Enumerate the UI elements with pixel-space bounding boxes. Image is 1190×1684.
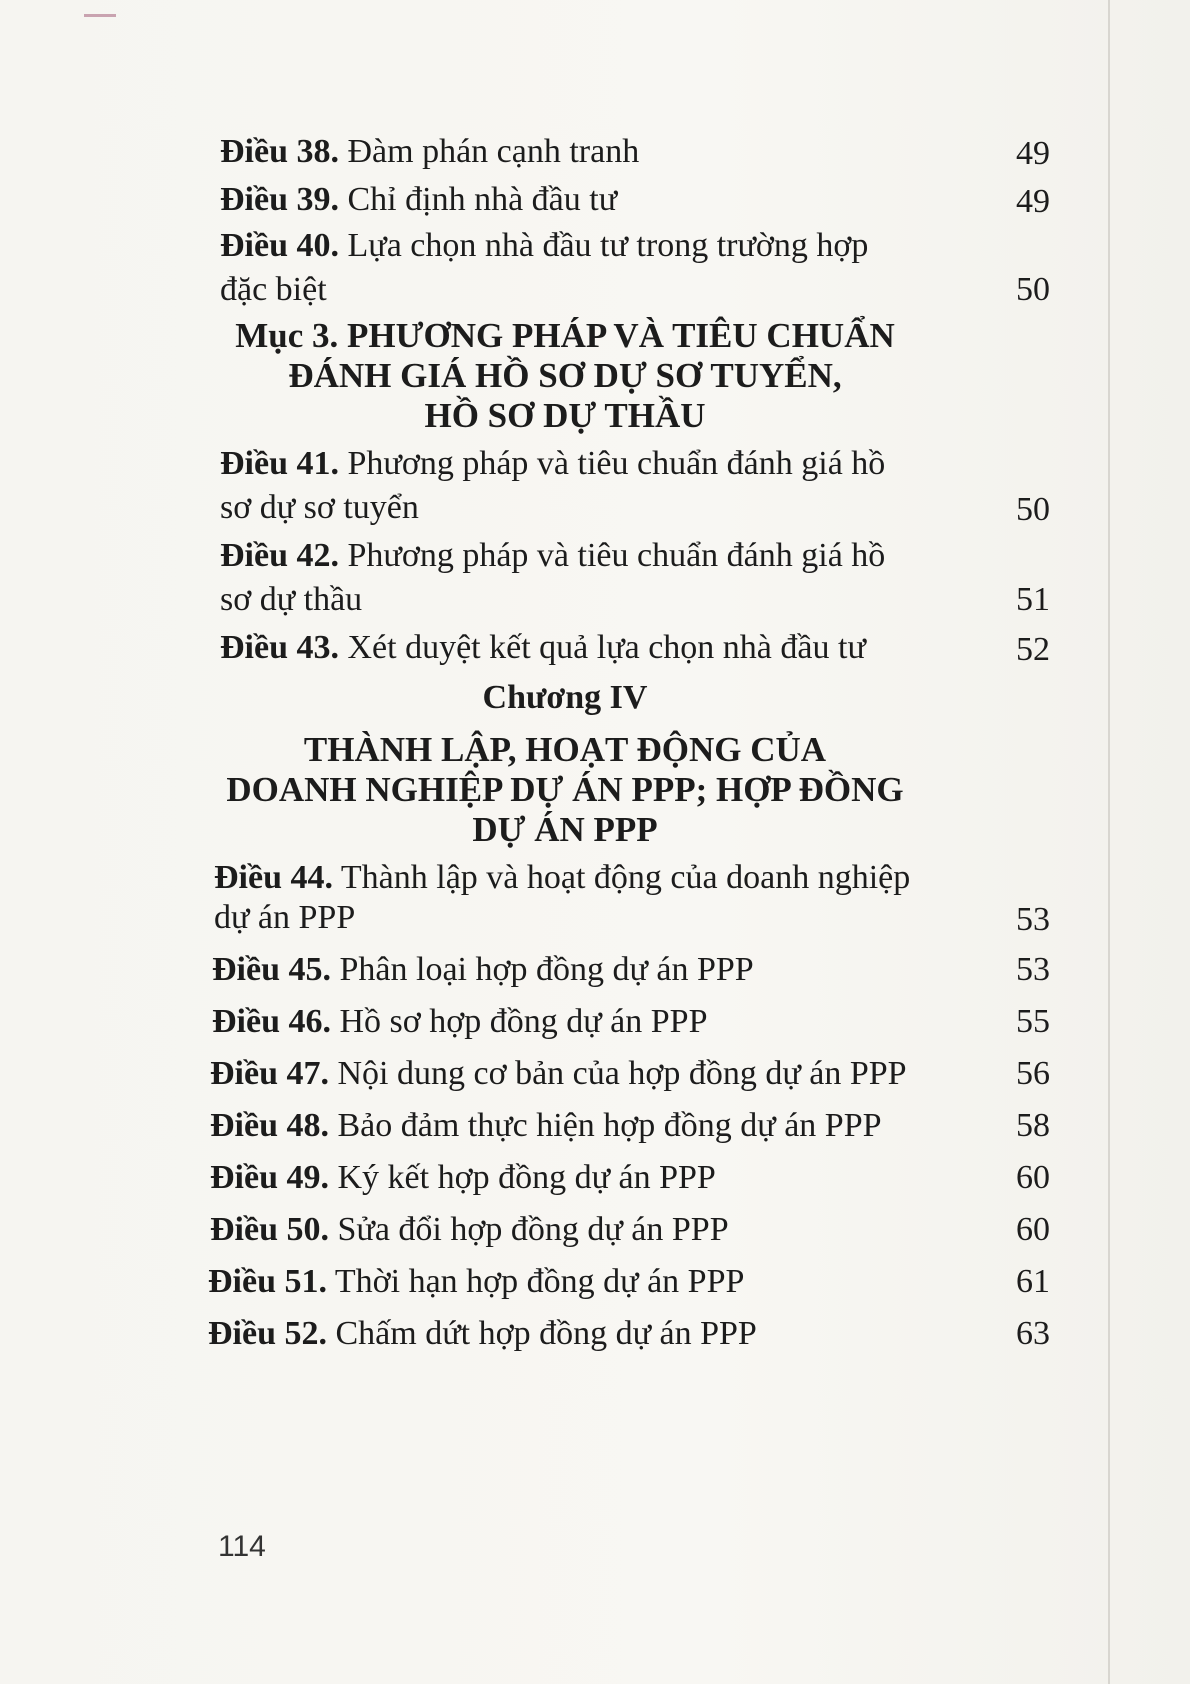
chapter-title-line: THÀNH LẬP, HOẠT ĐỘNG CỦA (303, 730, 827, 769)
toc-entry-42 (220, 532, 885, 580)
toc-entry-label: Điều 40. (220, 227, 339, 264)
toc-page-number: 63 (1016, 1315, 1050, 1352)
toc-entry-title: Đàm phán cạnh tranh (347, 133, 640, 170)
toc-entry-label: Điều 50. (210, 1211, 329, 1248)
toc-entry-label: Điều 44. (214, 859, 333, 896)
chapter-title-line: DOANH NGHIỆP DỰ ÁN PPP; HỢP ĐỒNG (226, 770, 904, 809)
section-heading-line: Mục 3. PHƯƠNG PHÁP VÀ TIÊU CHUẨN (235, 316, 895, 355)
toc-page-number: 52 (1016, 631, 1050, 668)
toc-entry-continuation: dự án PPP (214, 899, 356, 936)
toc-page-number: 61 (1016, 1263, 1050, 1300)
toc-entry-49 (210, 1154, 716, 1202)
toc-page-number: 58 (1016, 1107, 1050, 1144)
toc-entry-title: Sửa đổi hợp đồng dự án PPP (337, 1211, 729, 1248)
chapter-title-line: DỰ ÁN PPP (472, 810, 658, 849)
toc-entry-label: Điều 41. (220, 445, 339, 482)
toc-entry-title: Nội dung cơ bản của hợp đồng dự án PPP (337, 1055, 907, 1092)
toc-page-number: 56 (1016, 1055, 1050, 1092)
toc-entry-45 (212, 946, 754, 994)
toc-entry-label: Điều 52. (208, 1315, 327, 1352)
toc-page-number: 50 (1016, 271, 1050, 308)
toc-entry-label: Điều 45. (212, 951, 331, 988)
toc-page-number: 60 (1016, 1211, 1050, 1248)
section-heading-line: ĐÁNH GIÁ HỒ SƠ DỰ SƠ TUYỂN, (288, 356, 842, 395)
toc-entry-38 (220, 128, 639, 176)
toc-entry-43 (220, 624, 866, 672)
toc-entry-52 (208, 1310, 757, 1358)
toc-entry-continuation: đặc biệt (220, 271, 327, 308)
toc-entry-label: Điều 43. (220, 629, 339, 666)
toc-page-number: 60 (1016, 1159, 1050, 1196)
toc-entry-47 (210, 1050, 907, 1098)
toc-page-number: 49 (1016, 135, 1050, 172)
toc-entry-label: Điều 48. (210, 1107, 329, 1144)
toc-entry-48 (210, 1102, 882, 1150)
toc-entry-title: Bảo đảm thực hiện hợp đồng dự án PPP (337, 1107, 882, 1144)
toc-entry-label: Điều 42. (220, 537, 339, 574)
toc-entry-title: Chấm dứt hợp đồng dự án PPP (335, 1315, 757, 1352)
toc-page-number: 53 (1016, 901, 1050, 938)
toc-entry-title: Thời hạn hợp đồng dự án PPP (334, 1263, 745, 1300)
top-edge-mark (84, 14, 116, 17)
toc-entry-title: Chỉ định nhà đầu tư (347, 181, 618, 218)
toc-entry-41 (220, 440, 885, 488)
toc-entry-title: Lựa chọn nhà đầu tư trong trường hợp (347, 227, 869, 264)
toc-page-number: 53 (1016, 951, 1050, 988)
toc-entry-title: Thành lập và hoạt động của doanh nghiệp (340, 859, 911, 896)
chapter-label: Chương IV (482, 679, 648, 716)
toc-entry-label: Điều 39. (220, 181, 339, 218)
toc-entry-label: Điều 51. (208, 1263, 327, 1300)
toc-entry-51 (208, 1258, 744, 1306)
toc-entry-title: Xét duyệt kết quả lựa chọn nhà đầu tư (347, 629, 866, 666)
toc-entry-label: Điều 49. (210, 1159, 329, 1196)
toc-entry-title: Hồ sơ hợp đồng dự án PPP (339, 1003, 708, 1040)
toc-entry-continuation: sơ dự thầu (220, 581, 363, 618)
toc-page-number: 50 (1016, 491, 1050, 528)
toc-page-number: 51 (1016, 581, 1050, 618)
page-folio-number: 114 (218, 1530, 266, 1563)
toc-page-number: 49 (1016, 183, 1050, 220)
section-heading-line: HỒ SƠ DỰ THẦU (424, 396, 706, 435)
toc-entry-39 (220, 176, 617, 224)
toc-entry-label: Điều 46. (212, 1003, 331, 1040)
toc-entry-label: Điều 38. (220, 133, 339, 170)
toc-page-number: 55 (1016, 1003, 1050, 1040)
toc-entry-46 (212, 998, 708, 1046)
toc-entry-50 (210, 1206, 729, 1254)
toc-entry-continuation: sơ dự sơ tuyển (220, 489, 419, 526)
toc-entry-title: Phương pháp và tiêu chuẩn đánh giá hồ (347, 445, 886, 482)
toc-entry-title: Phân loại hợp đồng dự án PPP (339, 951, 754, 988)
toc-entry-40 (220, 222, 920, 270)
toc-entry-title: Phương pháp và tiêu chuẩn đánh giá hồ (347, 537, 886, 574)
toc-entry-title: Ký kết hợp đồng dự án PPP (337, 1159, 716, 1196)
toc-entry-label: Điều 47. (210, 1055, 329, 1092)
